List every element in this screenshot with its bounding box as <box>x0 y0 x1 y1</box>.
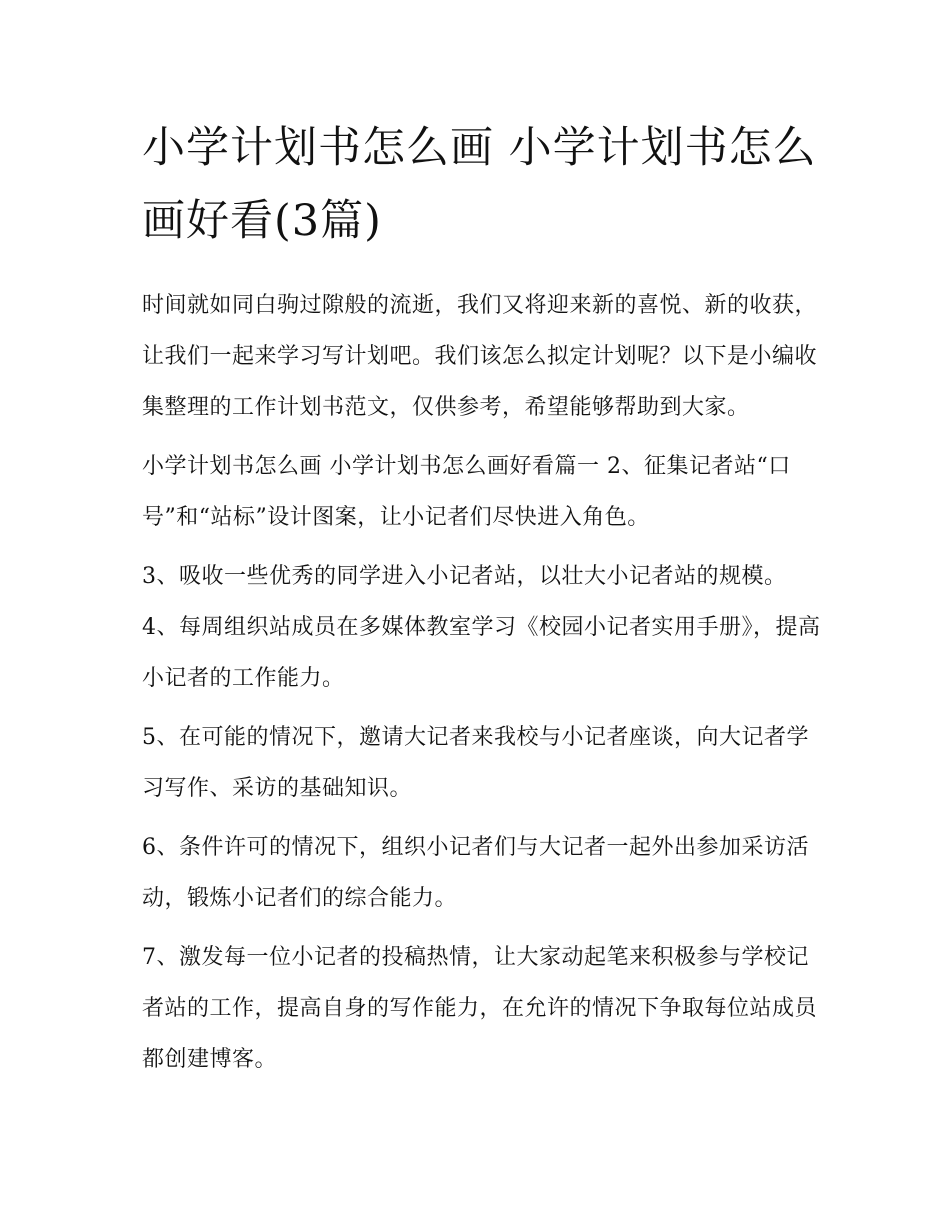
document-title: 小学计划书怎么画 小学计划书怎么画好看(3篇) <box>142 123 817 246</box>
item-three-four-paragraph: 3、吸收一些优秀的同学进入小记者站，以壮大小记者站的规模。 4、每周组织站成员在多媒体教室学习《校园小记者实用手册》，提高小记者的工作能力。 <box>142 564 821 691</box>
intro-paragraph: 时间就如同白驹过隙般的流逝，我们又将迎来新的喜悦、新的收获，让我们一起来学习写计划吧。我们该怎么拟定计划呢？以下是小编收集整理的工作计划书范文，仅供参考，希望能够帮助到大家。 <box>142 293 818 420</box>
section-one-paragraph: 小学计划书怎么画 小学计划书怎么画好看篇一 2、征集记者站“口号”和“站标”设计图案，让小记者们尽快进入角色。 <box>142 454 791 530</box>
document-content <box>142 112 822 1093</box>
item-six-paragraph: 6、条件许可的情况下，组织小记者们与大记者一起外出参加采访活动，锻炼小记者们的综合能力。 <box>142 835 809 911</box>
item-five-paragraph: 5、在可能的情况下，邀请大记者来我校与小记者座谈，向大记者学习写作、采访的基础知识。 <box>142 725 809 801</box>
item-seven-paragraph: 7、激发每一位小记者的投稿热情，让大家动起笔来积极参与学校记者站的工作，提高自身的写作能力，在允许的情况下争取每位站成员都创建博客。 <box>142 945 818 1072</box>
